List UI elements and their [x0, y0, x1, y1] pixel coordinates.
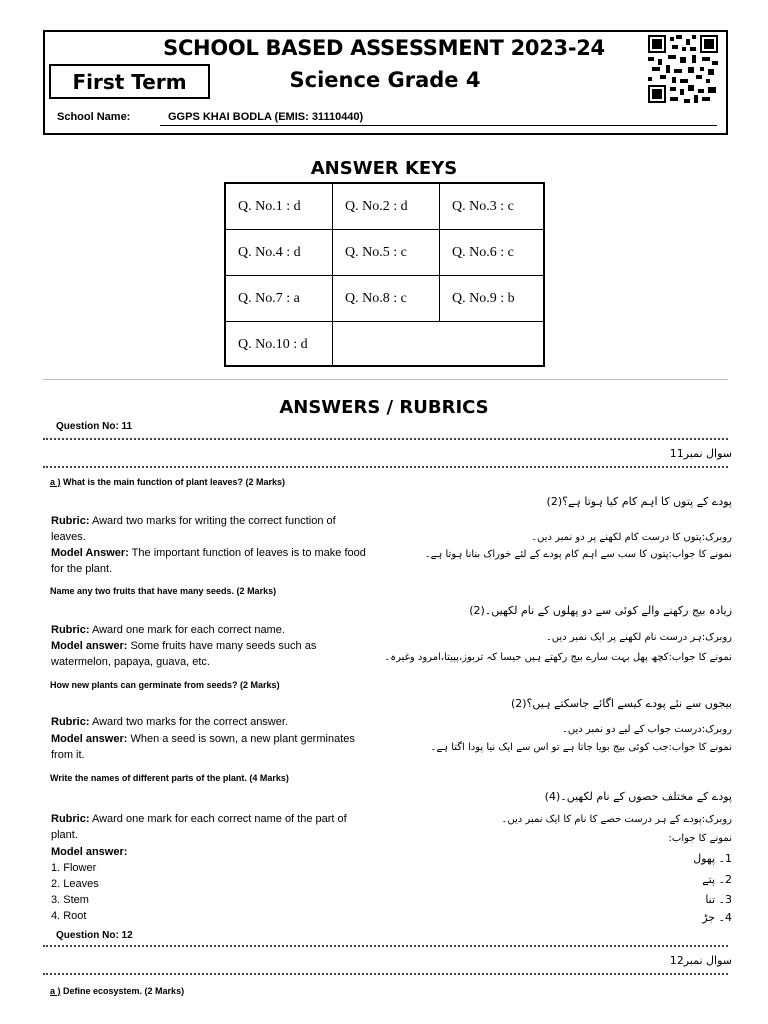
model-answer-text: Model answer: When a seed is sown, a new plant germinates from it.: [51, 733, 355, 761]
school-name-underline: [160, 125, 717, 126]
urdu-model-answer: نمونے کا جواب:جب کوئی بیج بویا جاتا ہے تو اس سے ایک نیا پودا اگتا ہے۔: [430, 742, 732, 753]
urdu-rubric: روبرک:پتوں کا درست کام لکھنے پر دو نمبر دیں۔: [531, 532, 732, 543]
answer-keys-table: [224, 182, 545, 367]
question-text: How new plants can germinate from seeds? (2 Marks): [50, 680, 280, 690]
rubric-text: Rubric: Award one mark for each correct name of the part of plant.: [51, 813, 347, 841]
urdu-model-answer: نمونے کا جواب:پتوں کا سب سے اہم کام پودے کے لئے خوراک بنانا ہوتا ہے۔: [424, 549, 732, 560]
answer-key-cell: Q. No.5 : c: [333, 230, 440, 276]
question-text: a ) What is the main function of plant leaves? (2 Marks): [50, 477, 286, 487]
urdu-rubric: روبرک:پودے کے ہر درست حصے کا نام کا ایک نمبر دیں۔: [501, 814, 732, 825]
question-label: Question No: 12: [56, 930, 133, 941]
rubric-text: Rubric: Award two marks for the correct answer.: [51, 716, 288, 728]
list-item: 1. Flower: [51, 862, 97, 874]
answer-key-cell: Q. No.2 : d: [333, 184, 440, 230]
urdu-list-item: 2۔ پتے: [702, 873, 732, 886]
subject-grade: Science Grade 4: [289, 68, 481, 92]
urdu-question: پودے کے مختلف حصوں کے نام لکھیں۔(4): [544, 790, 732, 803]
page-title: SCHOOL BASED ASSESSMENT 2023-24: [163, 36, 605, 60]
answer-key-cell: Q. No.10 : d: [226, 322, 333, 365]
answer-key-cell: Q. No.7 : a: [226, 276, 333, 322]
list-item: 4. Root: [51, 910, 87, 922]
urdu-rubric: روبرک:ہر درست نام لکھنے پر ایک نمبر دیں۔: [545, 632, 732, 643]
question-text: Name any two fruits that have many seeds. (2 Marks): [50, 586, 277, 596]
question-text: Write the names of different parts of the plant. (4 Marks): [50, 773, 289, 783]
dotted-divider: [43, 973, 728, 975]
dotted-divider: [43, 945, 728, 947]
answer-key-cell: Q. No.9 : b: [440, 276, 543, 322]
answer-key-cell: Q. No.8 : c: [333, 276, 440, 322]
section-divider: [43, 379, 728, 380]
urdu-list-item: 4۔ جڑ: [702, 911, 732, 924]
answer-key-cell: Q. No.6 : c: [440, 230, 543, 276]
list-item: 3. Stem: [51, 894, 89, 906]
rubric-text: Rubric: Award one mark for each correct name.: [51, 624, 285, 636]
question-label: Question No: 11: [56, 421, 133, 432]
rubrics-title: ANSWERS / RUBRICS: [279, 397, 489, 418]
model-answer-text: Model answer: Some fruits have many seeds such as watermelon, papaya, guava, etc.: [51, 640, 317, 668]
urdu-question-label: سوال نمبر11: [669, 447, 732, 460]
term-badge: First Term: [49, 64, 210, 99]
urdu-question-label: سوال نمبر12: [669, 954, 732, 967]
urdu-question: بیجوں سے نئے پودے کیسے اگائے جاسکتے ہیں؟(2): [510, 697, 732, 710]
model-answer-text: Model Answer: The important function of leaves is to make food for the plant.: [51, 547, 366, 575]
dotted-divider: [43, 466, 728, 468]
model-answer-label: Model answer:: [51, 846, 128, 858]
answer-key-cell: Q. No.1 : d: [226, 184, 333, 230]
list-item: 2. Leaves: [51, 878, 99, 890]
urdu-model-answer: نمونے کا جواب:: [668, 833, 732, 844]
urdu-question: پودے کے پتوں کا اہم کام کیا ہوتا ہے؟(2): [546, 495, 732, 508]
urdu-list-item: 3۔ تنا: [705, 893, 732, 906]
school-name-label: School Name:: [57, 111, 131, 123]
school-name-value: GGPS KHAI BODLA (EMIS: 31110440): [168, 111, 364, 123]
urdu-list-item: 1۔ پھول: [693, 852, 732, 865]
rubric-text: Rubric: Award two marks for writing the correct function of leaves.: [51, 515, 336, 543]
qr-code-icon: [648, 35, 718, 103]
urdu-rubric: روبرک:درست جواب کے لیے دو نمبر دیں۔: [561, 724, 732, 735]
answer-key-cell: Q. No.4 : d: [226, 230, 333, 276]
answer-key-cell: Q. No.3 : c: [440, 184, 543, 230]
question-text: a ) Define ecosystem. (2 Marks): [50, 986, 185, 996]
dotted-divider: [43, 438, 728, 440]
answer-keys-title: ANSWER KEYS: [310, 158, 458, 179]
urdu-model-answer: نمونے کا جواب:کچھ پھل بہت سارے بیج رکھتے ہیں جیسا کہ تربوز،پپیتا،امرود وغیرہ۔: [384, 652, 732, 663]
urdu-question: زیادہ بیج رکھنے والے کوئی سے دو پھلوں کے نام لکھیں۔(2): [469, 604, 732, 617]
